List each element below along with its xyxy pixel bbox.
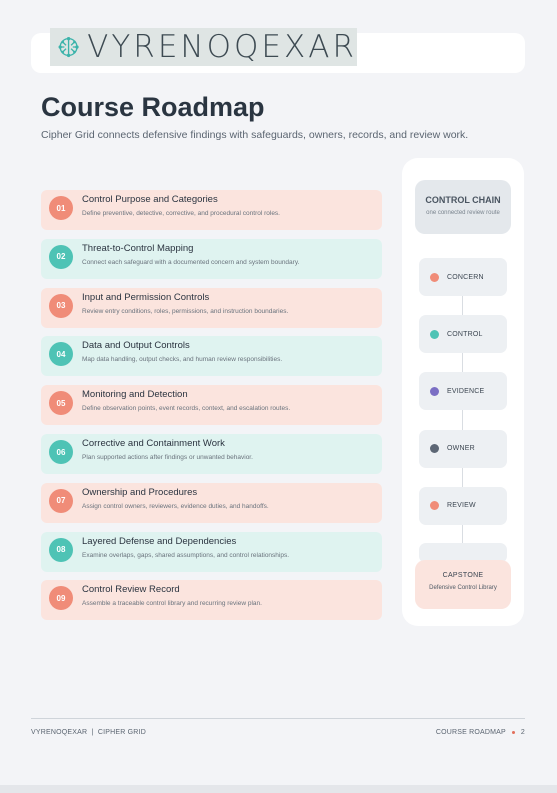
page-subtitle: Cipher Grid connects defensive findings with safeguards, owners, records, and review work.	[41, 129, 469, 141]
module-description: Review entry conditions, roles, permissions, and instruction boundaries.	[82, 307, 289, 315]
page-number: 2	[520, 729, 525, 736]
module-number-badge: 05	[49, 391, 73, 415]
module-card	[41, 434, 382, 474]
module-description: Connect each safeguard with a documented concern and system boundary.	[82, 258, 300, 266]
capstone-card	[415, 560, 511, 609]
status-dot-icon	[430, 330, 439, 339]
footer-section-label: COURSE ROADMAP	[435, 729, 506, 736]
module-number-badge: 04	[49, 342, 73, 366]
module-card	[41, 190, 382, 230]
footer-page-info	[436, 729, 525, 736]
chain-item-concern	[419, 258, 507, 296]
status-dot-icon	[430, 444, 439, 453]
page-title: Course Roadmap	[41, 92, 265, 122]
module-description: Assemble a traceable control library and recurring review plan.	[82, 600, 262, 608]
module-card	[41, 239, 382, 279]
capstone-title: CAPSTONE	[442, 572, 484, 579]
capstone-subtitle: Defensive Control Library	[429, 585, 497, 591]
module-description: Examine overlaps, gaps, shared assumptions, and control relationships.	[82, 551, 290, 559]
chain-item-label: OWNER	[447, 445, 475, 453]
module-title: Threat-to-Control Mapping	[82, 242, 194, 254]
module-description: Assign control owners, reviewers, evidence duties, and handoffs.	[82, 502, 269, 510]
chain-item-label: CONTROL	[447, 330, 483, 338]
module-description: Define preventive, detective, corrective, and procedural control roles.	[82, 210, 280, 217]
module-title: Input and Permission Controls	[82, 291, 210, 303]
status-dot-icon	[430, 501, 439, 510]
chain-item-label: REVIEW	[447, 502, 476, 510]
module-title: Data and Output Controls	[82, 340, 190, 352]
bottom-strip	[0, 785, 557, 793]
module-description: Define observation points, event records, context, and escalation routes.	[82, 405, 291, 413]
control-chain-header	[415, 180, 511, 234]
status-dot-icon	[430, 273, 439, 282]
module-number-badge: 01	[49, 196, 73, 220]
module-title: Control Review Record	[82, 584, 180, 596]
chain-item-label: EVIDENCE	[447, 387, 485, 395]
module-number-badge: 02	[49, 245, 73, 269]
module-card	[41, 385, 382, 425]
brand-logo	[50, 28, 357, 66]
chain-item-review	[419, 487, 507, 525]
chain-item-label: CONCERN	[447, 273, 484, 281]
module-description: Map data handling, output checks, and human review responsibilities.	[82, 356, 283, 364]
logo-text: VYRENOQEXAR	[87, 29, 357, 65]
module-card	[41, 532, 382, 572]
brain-circuit-icon	[56, 32, 81, 62]
module-title: Ownership and Procedures	[82, 486, 198, 498]
module-number-badge: 08	[49, 538, 73, 562]
module-card	[41, 580, 382, 620]
chain-item-evidence	[419, 372, 507, 410]
control-chain-subtitle: one connected review route	[426, 210, 500, 216]
control-chain-title: CONTROL CHAIN	[425, 195, 501, 205]
module-title: Control Purpose and Categories	[82, 194, 218, 205]
module-card	[41, 336, 382, 376]
module-title: Corrective and Containment Work	[82, 438, 225, 449]
module-title: Monitoring and Detection	[82, 389, 188, 401]
module-number-badge: 06	[49, 440, 73, 464]
module-title: Layered Defense and Dependencies	[82, 535, 237, 547]
chain-item-control	[419, 315, 507, 353]
module-number-badge: 03	[49, 294, 73, 318]
footer-divider	[31, 718, 525, 719]
footer-brand: VYRENOQEXAR | CIPHER GRID	[31, 729, 146, 736]
module-card	[41, 483, 382, 523]
module-number-badge: 07	[49, 489, 73, 513]
status-dot-icon	[430, 387, 439, 396]
bullet-dot-icon	[512, 731, 515, 734]
chain-item-owner	[419, 430, 507, 468]
module-description: Plan supported actions after findings or unwanted behavior.	[82, 454, 253, 461]
module-number-badge: 09	[49, 586, 73, 610]
module-card	[41, 288, 382, 328]
